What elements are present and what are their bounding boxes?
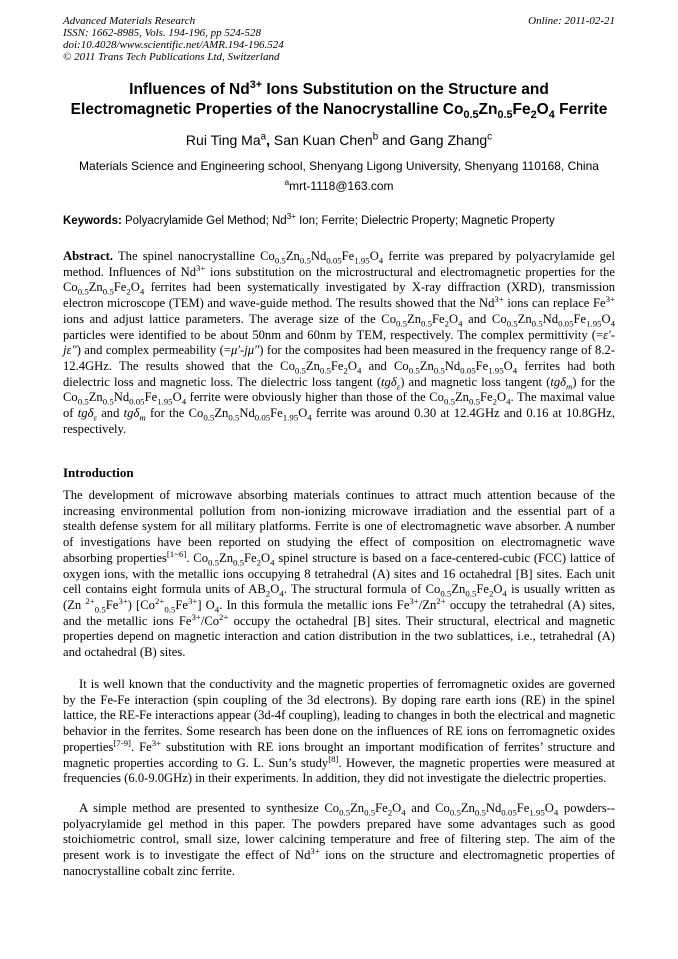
intro-paragraph-2: It is well known that the conductivity and the magnetic properties of ferromagnetic oxides are governed by the Fe-Fe interaction (spin coupling of the 3d electrons). By doping rare earth ions (RE) in the spinel lattice, the RE-Fe interactions appear (3d-4f coupling), leading to changes in both the electrical and magnetic behavior in the ferrites. Some research has been done on the influences of RE ions on ferromagnetic oxides properties[7-9]. $Fe^{3+}$ substitution with RE ions brought an important modification of ferrites’ structure and magnetic properties according to G. L. Sun’s study[8]. However, the magnetic properties were measured at frequencies (6.0-9.0GHz) in their experiments. In addition, they did not investigate the dielectric properties. <box>63 677 616 786</box>
online-date: Online: 2011-02-21 <box>528 15 615 27</box>
intro-paragraph-1: The development of microwave absorbing materials continues to attract much attention because of the increasing environmental pollution from non-ionizing microwave irradiation and the essential part of a stealth defense system for all military platforms. Ferrite is one of electromagnetic wave absorber. A number of investigations have been reported on studying the effect of composition on electromagnetic wave absorbing properties[1~6]. $Co_{0.5}Zn_{0.5}Fe_2O_4$ spinel structure is based on a face-centered-cubic (FCC) lattice of oxygen ions, with the metallic ions occupying 8 tetrahedral (A) sites and 16 octahedral [B] sites. Each unit cell contains eight formula units of $AB_2O_4$. The structural formula of $Co_{0.5}Zn_{0.5}Fe_2O_4$ is usually written as (Zn $^{2+}_{0.5}Fe^{3+}$) $[Co^{2+}_{0.5}Fe^{3+}]$ $O_4$. In this formula the metallic ions $Fe^{3+}/Zn^{2+}$ occupy the tetrahedral (A) sites, and the metallic ions $Fe^{3+}/Co^{2+}$ occupy the octahedral [B] sites. Their structural, electrical and magnetic properties depend on magnetic interaction and cation distribution in the two sublattices, i.e., tetrahedral (A) and octahedral (B) sites. <box>63 488 616 660</box>
keywords-label: Keywords: <box>63 215 122 227</box>
author-1: Rui Ting Ma <box>185 132 261 148</box>
journal-name: Advanced Materials Research <box>63 15 196 27</box>
paper-title: Influences of $Nd^{3+}$ Ions Substitution on the Structure and Electromagnetic Properties of the Nanocrystalline $Co_{0.5}Zn_{0.5}Fe_2O_4$ Ferrite <box>70 78 608 122</box>
running-header <box>63 15 615 63</box>
issn-line: ISSN: 1662-8985, Vols. 194-196, pp 524-528 <box>63 27 261 39</box>
abstract-label: Abstract. <box>63 249 114 263</box>
copyright-line: © 2011 Trans Tech Publications Ltd, Switzerland <box>63 51 280 63</box>
author-2: San Kuan Chen <box>273 132 373 148</box>
author-email[interactable]: $^a$mrt-1118@163.com <box>284 177 394 193</box>
abstract: Abstract. The spinel nanocrystalline $Co_{0.5}Zn_{0.5}Nd_{0.05}Fe_{1.95}O_4$ ferrite was prepared by polyacrylamide gel method. Influences of $Nd^{3+}$ ions substitution on the microstructural and electromagnetic properties for the $Co_{0.5}Zn_{0.5}Fe_2O_4$ ferrites had been systematically investigated by X-ray diffraction (XRD), transmission electron microscope (TEM) and wave-guide method. The results showed that the $Nd^{3+}$ ions can replace $Fe^{3+}$ ions and adjust lattice parameters. The average size of the $Co_{0.5}Zn_{0.5}Fe_2O_4$ and $Co_{0.5}Zn_{0.5}Nd_{0.05}Fe_{1.95}O_4$ particles were identified to be about 50nm and 60nm by TEM, respectively. The complex permittivity (=ε′-jε″) and complex permeability (=μ′-jμ″) for the composites had been measured in the frequency range of 8.2-12.4GHz. The results showed that the $Co_{0.5}Zn_{0.5}Fe_2O_4$ and $Co_{0.5}Zn_{0.5}Nd_{0.05}Fe_{1.95}O_4$ ferrites had both dielectric loss and magnetic loss. The dielectric loss tangent (tgδ$_\varepsilon$) and magnetic loss tangent (tgδ$_m$) for the $Co_{0.5}Zn_{0.5}Nd_{0.05}Fe_{1.95}O_4$ ferrite were obviously higher than those of the $Co_{0.5}Zn_{0.5}Fe_2O_4$. The maximal value of tgδ$_\varepsilon$ and tgδ$_m$ for the $Co_{0.5}Zn_{0.5}Nd_{0.05}Fe_{1.95}O_4$ ferrite was around 0.30 at 12.4GHz and 0.16 at 10.8GHz, respectively. <box>63 249 616 436</box>
introduction-heading: Introduction <box>63 465 134 480</box>
affiliation: Materials Science and Engineering school, Shenyang Ligong University, Shenyang 110168, China <box>79 159 599 173</box>
citation[interactable]: [7-9] <box>113 737 131 748</box>
author-list: Rui Ting Ma$^a$, San Kuan Chen$^b$ and Gang Zhang$^c$ <box>185 131 493 148</box>
citation[interactable]: [8] <box>328 753 339 764</box>
keywords: Keywords: Polyacrylamide Gel Method; $Nd^{3+}$ Ion; Ferrite; Dielectric Property; Magnetic Property <box>63 212 555 227</box>
intro-paragraph-3: A simple method are presented to synthesize $Co_{0.5}Zn_{0.5}Fe_2O_4$ and $Co_{0.5}Zn_{0.5}Nd_{0.05}Fe_{1.95}O_4$ powders--polyacrylamide gel method in this paper. The powders prepared have some advantages such as good stoichiometric control, small size, lower calcining temperature and free of filtering step. The aim of the present work is to investigate the effect of $Nd^{3+}$ ions on the structure and electromagnetic properties of nanocrystalline cobalt zinc ferrite. <box>63 801 616 878</box>
author-3: Gang Zhang <box>409 132 488 148</box>
doi-line[interactable]: doi:10.4028/www.scientific.net/AMR.194-196.524 <box>63 39 284 51</box>
citation[interactable]: [1~6] <box>166 548 187 559</box>
